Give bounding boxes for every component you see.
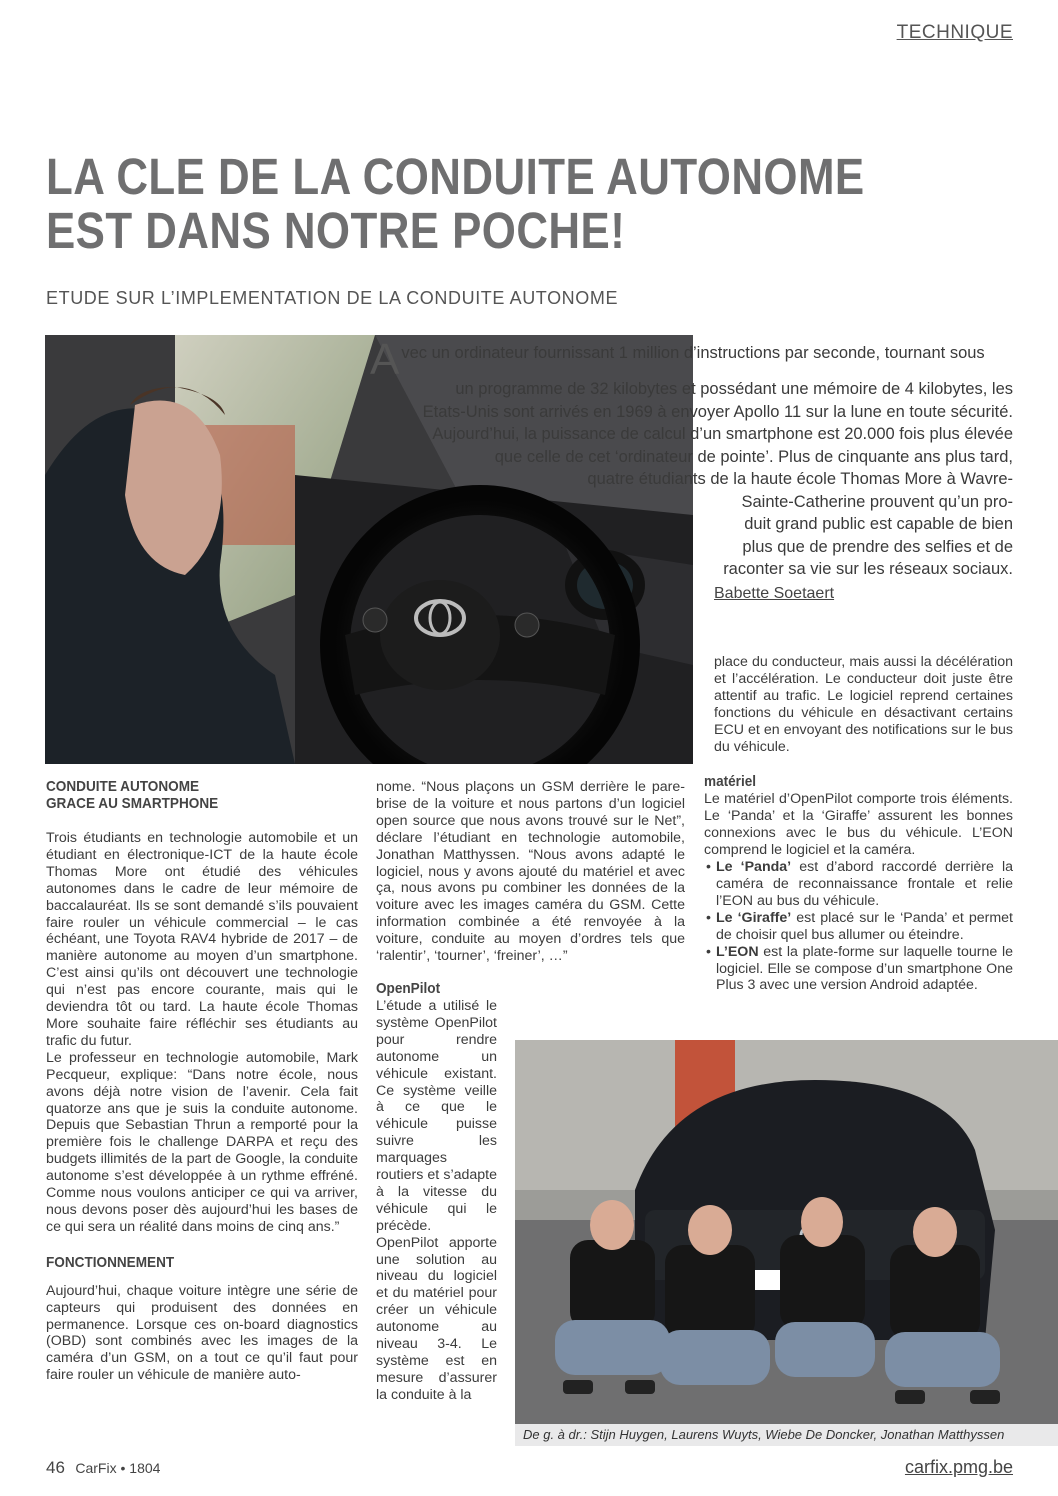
author-name[interactable]: Babette Soetaert (714, 585, 835, 602)
list-item: • L’EON est la plate-forme sur laquelle tourne le logiciel. Elle se compose d’un smartphone One Plus 3 avec une version Android adaptée. (704, 944, 1013, 995)
intro-line: Sainte-Catherine prouvent qu’un pro- (741, 492, 1013, 511)
article-intro (370, 342, 1013, 581)
intro-line: raconter sa vie sur les réseaux sociaux. (723, 560, 1013, 578)
bullet-term: Le ‘Giraffe’ (716, 909, 792, 926)
bullet-term: Le ‘Panda’ (716, 859, 792, 876)
article-subtitle: ETUDE SUR L’IMPLEMENTATION DE LA CONDUITE AUTONOME (46, 288, 619, 308)
paragraph: Aujourd’hui, chaque voiture intègre une série de capteurs qui produisent des données en permanence. Lorsque ces on-board diagnostics (OBD) sont combinés avec les images de la caméra d’un GSM, on a tout ce qu’il faut pour faire rouler un véhicule de manière auto- (46, 1282, 358, 1384)
article-title (46, 150, 872, 258)
intro-line: que celle de cet ‘ordinateur de pointe’. Plus de cinquante ans plus tard, (494, 447, 1013, 466)
title-line: LA CLE DE LA CONDUITE AUTONOME (46, 148, 865, 205)
intro-line: Avec un ordinateur fournissant 1 million d’instructions par seconde, tournant sous (370, 342, 985, 378)
team-photo (515, 1040, 1058, 1446)
section-tag: TECHNIQUE (896, 22, 1013, 43)
paragraph: nome. “Nous plaçons un GSM derrière le pare-brise de la voiture et nous partons d’un logiciel open source que nous avons trouvé sur le Net”, déclare l’étudiant en technologie automobile, Jonathan Matthyssen. “Nous avons adapté le logiciel, nous y avons ajouté du matériel et avec ça, nous avons pu combiner les données de la voiture avec les images caméra du GSM. Cette information combinée a été renvoyée à la voiture, conduite au moyen d’ordres tels que ‘ralentir’, ‘tourner’, ‘freiner’, …” (376, 779, 685, 965)
magazine-issue: CarFix • 1804 (75, 1460, 161, 1476)
list-item: • Le ‘Giraffe’ est placé sur le ‘Panda’ et permet de choisir quel bus allumer ou éteindre. (704, 910, 1013, 944)
section-heading: FONCTIONNEMENT (46, 1254, 175, 1271)
column-3 (704, 654, 1013, 1034)
footer-page-info (46, 1458, 160, 1478)
intro-line: quatre étudiants de la haute école Thomas More à Wavre- (587, 470, 1013, 488)
paragraph: L’étude a utilisé le système OpenPilot pour rendre autonome un véhicule existant. Ce système veille à ce que le véhicule puisse suivre les marquages routiers et s’adapte à la vitesse du véhicule qui le précède. OpenPilot apporte une solution au niveau du logiciel et du matériel pour créer un véhicule autonome au niveau 3-4. Le système est en mesure d’assurer la conduite à la (376, 997, 497, 1403)
column-1 (46, 779, 358, 1449)
list-item: • Le ‘Panda’ est d’abord raccordé derrière la caméra de reconnaissance frontale et relie l’EON au bus du véhicule. (704, 859, 1013, 910)
intro-line: duit grand public est capable de bien (744, 515, 1013, 533)
section-heading: GRACE AU SMARTPHONE (46, 796, 219, 812)
intro-line: Etats-Unis sont arrivés en 1969 à envoyer Apollo 11 sur la lune en toute sécurité. (422, 402, 1013, 421)
dropcap: A (370, 342, 400, 378)
intro-line: plus que de prendre des selfies et de (742, 537, 1013, 556)
paragraph: Le matériel d’OpenPilot comporte trois éléments. Le ‘Panda’ et la ‘Giraffe’ assurent les bonnes connexions avec le bus du véhicule. L’EON comprend le logiciel et la caméra. (704, 791, 1013, 859)
section-heading: matériel (704, 774, 757, 791)
paragraph: Le professeur en technologie automobile, Mark Pecqueur, explique: “Dans notre école, nous avons déjà notre vision de l’avenir. Cela fait quatorze ans que je suis la conduite autonome. Depuis que Sebastian Thrun a remporté pour la première fois le challenge DARPA et reçu des budgets illimités de la part de Google, la conduite autonome s’est développée à un rythme effréné. Comme nous voulons anticiper ce qui va arriver, nous devons poser dès aujourd’hui les bases de ce qui sera un réalité dans moins de cinq ans.” (46, 1049, 358, 1235)
section-heading: CONDUITE AUTONOME (46, 779, 200, 795)
intro-line: Aujourd’hui, la puissance de calcul d’un smartphone est 20.000 fois plus élevée (432, 425, 1013, 443)
page-number: 46 (46, 1458, 65, 1477)
title-line: EST DANS NOTRE POCHE! (46, 202, 626, 259)
paragraph: Trois étudiants en technologie automobile et un étudiant en électronique-ICT de la haute école Thomas More ont étudié des véhicules autonomes dans le cadre de leur mémoire de baccalauréat. Ils se sont demandé s’ils pouvaient faire rouler un véhicule commercial – le cas échéant, une Toyota RAV4 hybride de 2017 – de manière autonome au moyen d’un smartphone. C’est ainsi qu’ils ont découvert une technologie qui n’est pas encore courante, mais qui le deviendra tôt ou tard. La haute école Thomas More souhaite faire réfléchir ses étudiants au trafic du futur. (46, 830, 358, 1049)
paragraph: place du conducteur, mais aussi la décélération et l’accélération. Le conducteur doit juste être attentif au trafic. Le logiciel reprend certaines fonctions du véhicule en désactivant certains ECU et en envoyant des notifications sur le bus du véhicule. (714, 654, 1013, 755)
footer-website-link[interactable]: carfix.pmg.be (904, 1457, 1013, 1477)
bullet-list (704, 859, 1013, 994)
photo-caption: De g. à dr.: Stijn Huygen, Laurens Wuyts, Wiebe De Doncker, Jonathan Matthyssen (515, 1424, 1058, 1446)
intro-line: un programme de 32 kilobytes et possédant une mémoire de 4 kilobytes, les (455, 380, 1013, 398)
bullet-term: L’EON (716, 943, 759, 960)
section-heading: OpenPilot (376, 980, 441, 997)
